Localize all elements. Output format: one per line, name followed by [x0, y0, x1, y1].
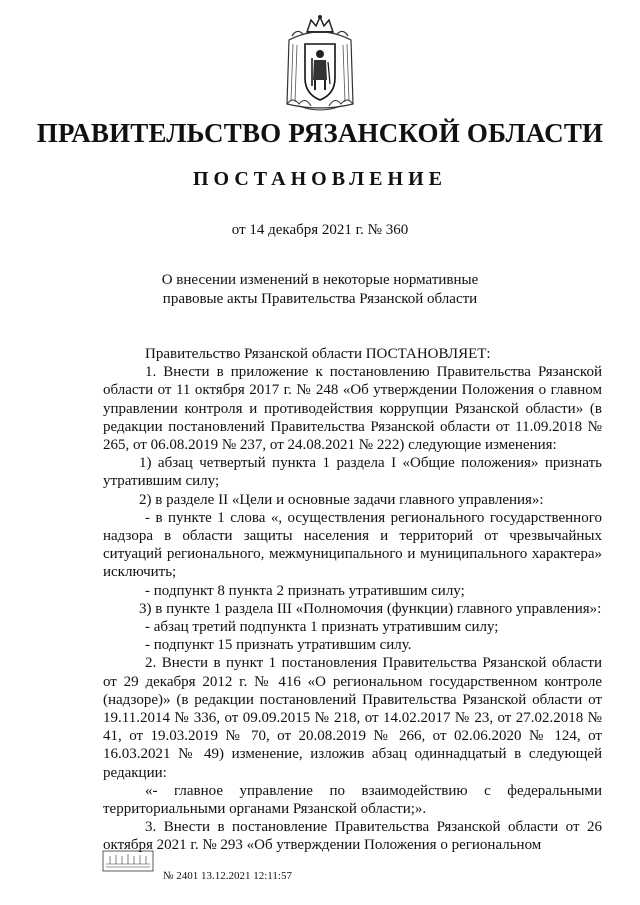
date-and-number: от 14 декабря 2021 г. № 360 [231, 222, 409, 238]
paragraph: 3. Внести в постановление Правительства Рязанской области от 26 октября 2021 г. № 293 «Об утверждении Положения о региональном [103, 819, 602, 854]
document-subject [100, 271, 540, 309]
paragraph: 2) в разделе II «Цели и основные задачи главного управления»: [139, 491, 544, 508]
paragraph: Правительство Рязанской области ПОСТАНОВЛЯЕТ: [145, 346, 491, 362]
paragraph: 1. Внести в приложение к постановлению Правительства Рязанской области от 11 октября 2017 г. № 248 «Об утверждении Положения о главном управлении контроля и противодействия коррупции Рязанской области» (в редакции постановлений Правительства Рязанской области от 11.09.2018 № 265, от 06.08.2019 № 237, от 24.08.2021 № 222) следующие изменения: [103, 364, 602, 454]
paragraph: 1) абзац четвертый пункта 1 раздела I «Общие положения» признать утратившим силу; [103, 455, 602, 490]
document-type: ПОСТАНОВЛЕНИЕ [193, 168, 447, 190]
organization-title: ПРАВИТЕЛЬСТВО РЯЗАНСКОЙ ОБЛАСТИ [36, 118, 604, 148]
subject-line-2: правовые акты Правительства Рязанской области [162, 291, 478, 307]
registration-number: № 2401 13.12.2021 12:11:57 [163, 870, 292, 882]
coat-of-arms-icon [283, 14, 357, 114]
paragraph: - абзац третий подпункта 1 признать утратившим силу; [145, 619, 499, 636]
paragraph: - в пункте 1 слова «, осуществления регионального государственного надзора в области защиты населения и территорий от чрезвычайных ситуаций регионального, межмуниципального и муниципального характера» исключить; [103, 509, 602, 581]
paragraph: 3) в пункте 1 раздела III «Полномочия (функции) главного управления»: [139, 600, 602, 617]
paragraph: 2. Внести в пункт 1 постановления Правительства Рязанской области от 29 декабря 2012 г. № 416 «О региональном государственном контроле (надзоре)» (в редакции постановлений Правительства Рязанской области от 19.11.2014 № 336, от 09.09.2015 № 218, от 14.02.2017 № 23, от 27.02.2018 № 41, от 19.03.2019 № 70, от 20.08.2019 № 266, от 02.06.2020 № 124, от 16.03.2021 № 49) изменение, изложив абзац одиннадцатый в следующей редакции: [103, 655, 602, 781]
registration-stamp-icon [102, 850, 154, 872]
paragraph: - подпункт 8 пункта 2 признать утратившим силу; [145, 582, 465, 599]
document-body [103, 345, 602, 855]
paragraph: - подпункт 15 признать утратившим силу. [145, 637, 412, 654]
subject-line-1: О внесении изменений в некоторые нормативные [161, 272, 479, 288]
paragraph: «- главное управление по взаимодействию с федеральными территориальными органами Рязанской области;». [103, 782, 602, 818]
